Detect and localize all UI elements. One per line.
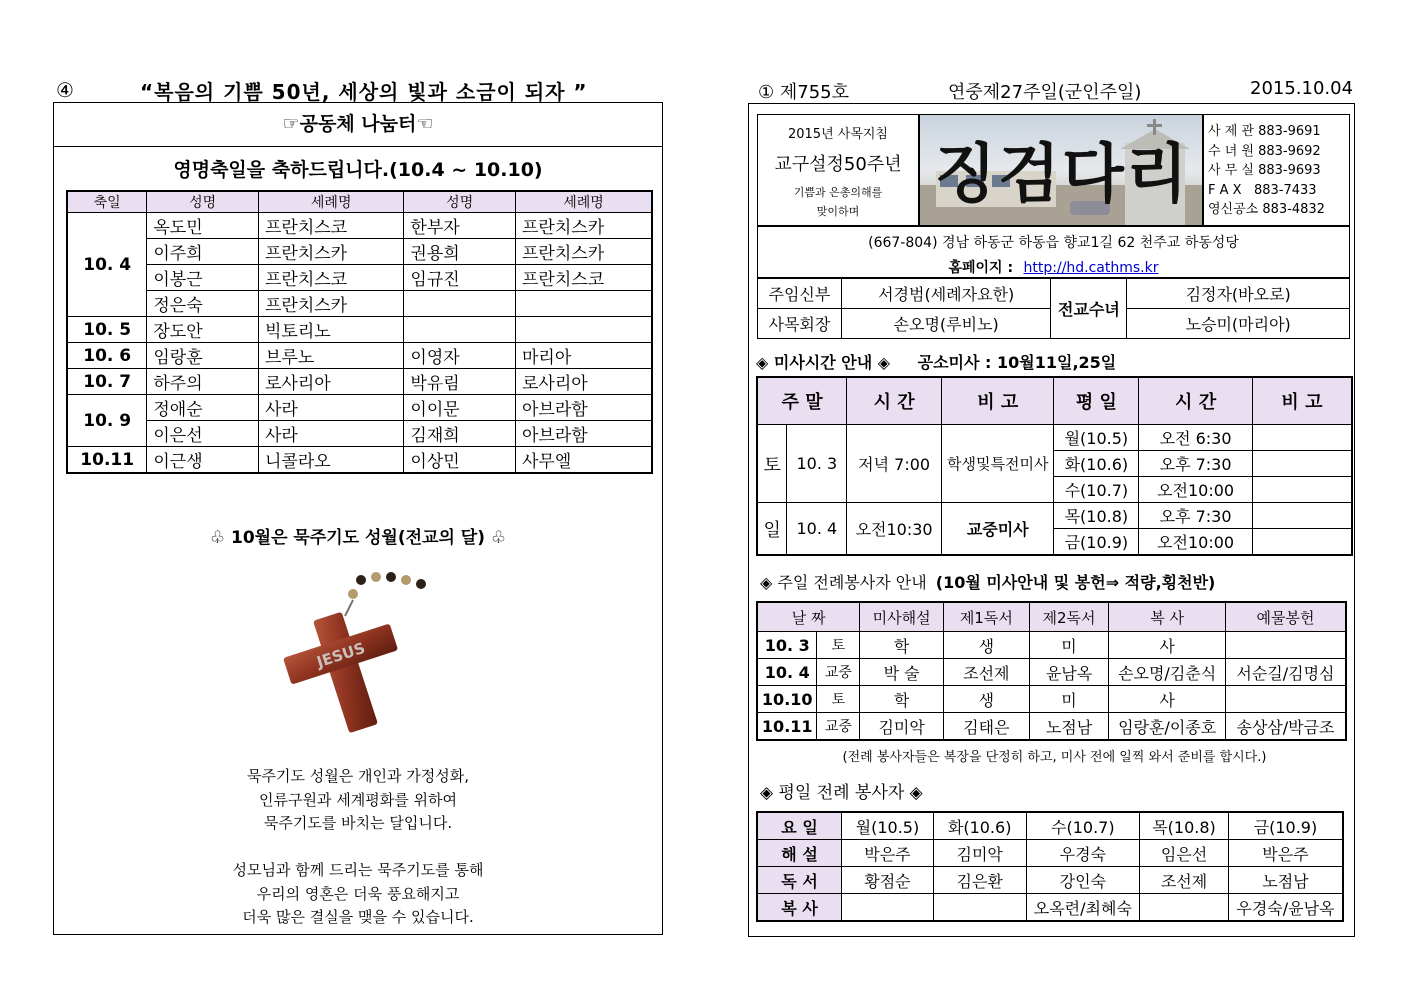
- feast-date: 10. 4: [67, 213, 147, 317]
- pastoral-motto: [757, 114, 919, 226]
- liturgy-type: 교중: [817, 713, 860, 741]
- liturgy-heading: [760, 570, 1215, 593]
- feast-cell: 이영자: [404, 343, 516, 369]
- table-row: [757, 659, 1346, 686]
- feast-cell: 브루노: [258, 343, 403, 369]
- table-row: [67, 447, 652, 474]
- feast-cell: 임규진: [404, 265, 516, 291]
- feast-header-cell: 축일: [67, 191, 147, 213]
- cross-inscription: JESUS: [314, 638, 368, 672]
- parish-address: (667-804) 경남 하동군 하동읍 향교1길 62 천주교 하동성당: [868, 235, 1239, 251]
- motto-sub2: 맞이하며: [816, 205, 860, 218]
- masthead-image: [919, 114, 1203, 226]
- liturgy-date: 10. 3: [757, 632, 817, 659]
- weekend-date: 10. 3: [787, 425, 847, 503]
- weekday-cell: 김은환: [933, 867, 1026, 894]
- table-row: [67, 395, 652, 421]
- weekday-day: 화(10.6): [1054, 451, 1139, 477]
- feast-cell: 이주희: [147, 239, 259, 265]
- feast-cell: 프란치스카: [258, 239, 403, 265]
- motto-sub: 기쁨과 은총의해를: [793, 186, 883, 199]
- weekday-time: 오후 7:30: [1139, 451, 1253, 477]
- table-row: [757, 867, 1343, 894]
- weekday-note: [1252, 503, 1352, 529]
- weekday-liturgy-table: [756, 811, 1344, 922]
- rosary-beads: [345, 572, 426, 616]
- feast-cell: 이은선: [147, 421, 259, 447]
- weekday-note: [1252, 425, 1352, 451]
- feast-date: 10. 6: [67, 343, 147, 369]
- table-row: [757, 632, 1346, 659]
- feast-cell: 한부자: [404, 213, 516, 239]
- feast-cell: 아브라함: [516, 395, 653, 421]
- liturgy-type: 토: [817, 686, 860, 713]
- weekday-cell: 박은주: [842, 840, 934, 867]
- feast-cell: 김재희: [404, 421, 516, 447]
- liturgy-header-cell: 제2독서: [1029, 602, 1109, 632]
- rosary-cross-image: [283, 568, 433, 738]
- mass-header-time-2: 시 간: [1139, 377, 1253, 425]
- contact-item: 영신공소 883-4832: [1208, 202, 1325, 217]
- nun-name-1: 김정자(바오로): [1127, 279, 1350, 309]
- weekday-cell: 화(10.6): [933, 812, 1026, 840]
- feast-cell: 니콜라오: [258, 447, 403, 474]
- rosary-line: 인류구원과 세계평화를 위하여: [259, 790, 457, 809]
- feast-cell: 사무엘: [516, 447, 653, 474]
- pastor-name: 서경범(세례자요한): [841, 279, 1051, 309]
- table-row: [757, 840, 1343, 867]
- homepage-link[interactable]: http://hd.cathms.kr: [1023, 260, 1159, 276]
- liturgy-cell: 생: [943, 686, 1029, 713]
- liturgy-date: 10.10: [757, 686, 817, 713]
- liturgy-cell: 사: [1109, 632, 1226, 659]
- liturgy-header-cell: 미사해설: [860, 602, 944, 632]
- liturgy-cell: 학: [860, 632, 944, 659]
- feast-cell: 빅토리노: [258, 317, 403, 343]
- feast-date: 10.11: [67, 447, 147, 474]
- liturgy-date: 10. 4: [757, 659, 817, 686]
- feast-header-cell: 성명: [147, 191, 259, 213]
- weekend-date: 10. 4: [787, 503, 847, 556]
- weekend-note: 교중미사: [941, 503, 1053, 556]
- weekday-cell: 황점순: [842, 867, 934, 894]
- rosary-description: [53, 765, 663, 930]
- liturgy-date: 10.11: [757, 713, 817, 741]
- liturgy-heading-text: ◈ 주일 전례봉사자 안내: [760, 573, 927, 592]
- feast-cell: 로사리아: [258, 369, 403, 395]
- feast-cell: 이봉근: [147, 265, 259, 291]
- homepage-label: 홈페이지 :: [948, 260, 1014, 276]
- weekend-day: 토: [757, 425, 787, 503]
- feast-cell: 박유림: [404, 369, 516, 395]
- liturgy-cell: 서순길/김명심: [1225, 659, 1346, 686]
- weekday-day: 금(10.9): [1054, 529, 1139, 556]
- rosary-line: [53, 836, 663, 860]
- feast-header-cell: 세례명: [258, 191, 403, 213]
- table-row: [757, 686, 1346, 713]
- rosary-line: 성모님과 함께 드리는 묵주기도를 통해: [232, 861, 484, 879]
- mass-header-note: 비 고: [941, 377, 1053, 425]
- table-row: [757, 812, 1343, 840]
- weekday-liturgy-heading: ◈ 평일 전례 봉사자 ◈: [760, 783, 923, 803]
- weekday-cell: 김미악: [933, 840, 1026, 867]
- weekday-row-label: 독 서: [757, 867, 842, 894]
- mass-header-note-2: 비 고: [1252, 377, 1352, 425]
- weekday-cell: 우경숙/윤남옥: [1228, 894, 1343, 922]
- liturgy-cell: 송상삼/박금조: [1225, 713, 1346, 741]
- liturgy-cell: 미: [1029, 632, 1109, 659]
- feast-cell: 권용희: [404, 239, 516, 265]
- table-row: [67, 265, 652, 291]
- liturgy-cell: 학: [860, 686, 944, 713]
- feast-cell: 이상민: [404, 447, 516, 474]
- table-row: [67, 343, 652, 369]
- slogan: “복음의 기쁨 50년, 세상의 빛과 소금이 되자 ”: [140, 80, 588, 104]
- mission-mass-note: 공소미사 : 10월11일,25일: [917, 353, 1117, 372]
- contact-item: 사 무 실 883-9693: [1208, 163, 1321, 178]
- liturgy-cell: 노점남: [1029, 713, 1109, 741]
- liturgy-cell: 사: [1109, 686, 1226, 713]
- feast-cell: 정은숙: [147, 291, 259, 317]
- liturgy-cell: 임랑훈/이종호: [1109, 713, 1226, 741]
- feast-cell: 사라: [258, 395, 403, 421]
- table-row: [67, 421, 652, 447]
- liturgy-cell: 생: [943, 632, 1029, 659]
- rosary-line: 우리의 영혼은 더욱 풍요해지고: [256, 884, 460, 903]
- feast-cell: [404, 317, 516, 343]
- feast-cell: 프란치스코: [258, 213, 403, 239]
- weekday-day: 월(10.5): [1054, 425, 1139, 451]
- weekend-note: 학생및특전미사: [941, 425, 1053, 503]
- rosary-line: 더욱 많은 결실을 맺을 수 있습니다.: [242, 908, 474, 926]
- feast-cell: 장도안: [147, 317, 259, 343]
- feast-cell: 프란치스카: [516, 213, 653, 239]
- liturgy-cell: [1225, 686, 1346, 713]
- feast-cell: 이이문: [404, 395, 516, 421]
- rosary-line: 묵주기도를 바치는 달입니다.: [263, 814, 453, 832]
- page-number-left: ④: [56, 78, 74, 102]
- weekday-cell: 수(10.7): [1026, 812, 1140, 840]
- liturgy-header-cell: 복 사: [1109, 602, 1226, 632]
- liturgy-cell: 조선제: [943, 659, 1029, 686]
- feast-date: 10. 9: [67, 395, 147, 447]
- liturgical-sunday: 연중제27주일(군인주일): [948, 82, 1142, 103]
- table-row: [67, 291, 652, 317]
- weekday-cell: 목(10.8): [1140, 812, 1229, 840]
- rosary-month-title: ♧ 10월은 묵주기도 성월(전교의 달) ♧: [209, 528, 507, 548]
- liturgy-cell: 미: [1029, 686, 1109, 713]
- weekday-time: 오전10:00: [1139, 477, 1253, 503]
- table-row: [757, 894, 1343, 922]
- weekday-cell: [842, 894, 934, 922]
- liturgy-cell: 박 술: [860, 659, 944, 686]
- liturgy-cell: 윤남옥: [1029, 659, 1109, 686]
- feast-header-cell: 세례명: [516, 191, 653, 213]
- section-title: ☞공동체 나눔터☜: [53, 102, 663, 147]
- liturgy-table-header: [757, 602, 1346, 632]
- weekday-time: 오전10:00: [1139, 529, 1253, 556]
- liturgy-header-cell: 제1독서: [943, 602, 1029, 632]
- weekday-cell: 박은주: [1228, 840, 1343, 867]
- feast-cell: 옥도민: [147, 213, 259, 239]
- weekday-cell: 조선제: [1140, 867, 1229, 894]
- table-row: [67, 317, 652, 343]
- weekday-time: 오후 7:30: [1139, 503, 1253, 529]
- feast-cell: 임랑훈: [147, 343, 259, 369]
- weekday-day: 수(10.7): [1054, 477, 1139, 503]
- feast-title: 영명축일을 축하드립니다.(10.4 ~ 10.10): [173, 159, 543, 181]
- feast-cell: 로사리아: [516, 369, 653, 395]
- mass-header-time: 시 간: [847, 377, 942, 425]
- weekday-row-label: 요 일: [757, 812, 842, 840]
- rosary-line: 묵주기도 성월은 개인과 가정성화,: [247, 767, 469, 785]
- feast-cell: [516, 291, 653, 317]
- table-row: [67, 369, 652, 395]
- table-row: [67, 239, 652, 265]
- liturgy-cell: [1225, 632, 1346, 659]
- liturgy-heading-note: (10월 미사안내 및 봉헌⇒ 적량,횡천반): [935, 573, 1216, 592]
- weekday-time: 오전 6:30: [1139, 425, 1253, 451]
- feast-header-cell: 성명: [404, 191, 516, 213]
- feast-cell: 프란치스카: [516, 239, 653, 265]
- weekday-cell: 노점남: [1228, 867, 1343, 894]
- weekend-time: 오전10:30: [847, 503, 942, 556]
- feast-cell: [404, 291, 516, 317]
- weekday-cell: [1140, 894, 1229, 922]
- weekday-note: [1252, 451, 1352, 477]
- contact-list: [1203, 114, 1350, 226]
- feast-cell: [516, 317, 653, 343]
- feast-table-header: [67, 191, 652, 213]
- liturgy-cell: 손오명/김춘식: [1109, 659, 1226, 686]
- weekday-day: 목(10.8): [1054, 503, 1139, 529]
- feast-cell: 프란치스카: [258, 291, 403, 317]
- council-label: 사목회장: [758, 309, 842, 339]
- weekday-row-label: 해 설: [757, 840, 842, 867]
- mass-schedule-heading: [756, 350, 1116, 373]
- weekday-row-label: 복 사: [757, 894, 842, 922]
- feast-cell: 프란치스코: [258, 265, 403, 291]
- contact-item: 수 녀 원 883-9692: [1208, 143, 1321, 159]
- staff-table: [757, 278, 1350, 339]
- contact-item: 사 제 관 883-9691: [1208, 124, 1321, 139]
- table-row: [757, 713, 1346, 741]
- liturgy-cell: 김미악: [860, 713, 944, 741]
- weekday-cell: 오옥련/최혜숙: [1026, 894, 1140, 922]
- weekday-cell: 강인숙: [1026, 867, 1140, 894]
- nun-name-2: 노승미(마리아): [1127, 309, 1350, 339]
- issue-number: ① 제755호: [758, 82, 849, 103]
- weekday-cell: 금(10.9): [1228, 812, 1343, 840]
- weekday-note: [1252, 477, 1352, 503]
- liturgy-note: (전례 봉사자들은 복장을 단정히 하고, 미사 전에 일찍 와서 준비를 합시다.): [842, 750, 1267, 765]
- issue-date: 2015.10.04: [1250, 78, 1354, 99]
- council-name: 손오명(루비노): [841, 309, 1051, 339]
- contact-item: F A X 883-7433: [1208, 182, 1317, 198]
- liturgy-header-cell: 예물봉헌: [1225, 602, 1346, 632]
- mass-heading-text: ◈ 미사시간 안내 ◈: [756, 353, 891, 372]
- nun-label: 전교수녀: [1051, 279, 1127, 339]
- weekday-cell: 임은선: [1140, 840, 1229, 867]
- liturgy-header-cell: 날 짜: [757, 602, 860, 632]
- weekday-cell: 우경숙: [1026, 840, 1140, 867]
- motto-year: 2015년 사목지침: [787, 127, 888, 142]
- mass-header-weekend: 주 말: [757, 377, 847, 425]
- feast-cell: 정애순: [147, 395, 259, 421]
- feast-cell: 사라: [258, 421, 403, 447]
- feast-cell: 프란치스코: [516, 265, 653, 291]
- feast-cell: 하주의: [147, 369, 259, 395]
- feast-date: 10. 5: [67, 317, 147, 343]
- sunday-liturgy-table: [756, 601, 1347, 741]
- feast-cell: 이근생: [147, 447, 259, 474]
- liturgy-type: 토: [817, 632, 860, 659]
- pastor-label: 주임신부: [758, 279, 842, 309]
- liturgy-cell: 김태은: [943, 713, 1029, 741]
- liturgy-type: 교중: [817, 659, 860, 686]
- address-block: [757, 226, 1350, 278]
- table-row: [67, 213, 652, 239]
- weekday-cell: [933, 894, 1026, 922]
- feast-cell: 마리아: [516, 343, 653, 369]
- weekday-cell: 월(10.5): [842, 812, 934, 840]
- feast-cell: 아브라함: [516, 421, 653, 447]
- motto-main: 교구설정50주년: [774, 154, 902, 175]
- newsletter-title: 징검다리: [934, 137, 1190, 212]
- weekend-day: 일: [757, 503, 787, 556]
- feast-day-table: [66, 190, 653, 474]
- weekend-time: 저녁 7:00: [847, 425, 942, 503]
- mass-schedule-table: [756, 376, 1353, 556]
- mass-header-weekday: 평 일: [1054, 377, 1139, 425]
- weekday-note: [1252, 529, 1352, 556]
- feast-date: 10. 7: [67, 369, 147, 395]
